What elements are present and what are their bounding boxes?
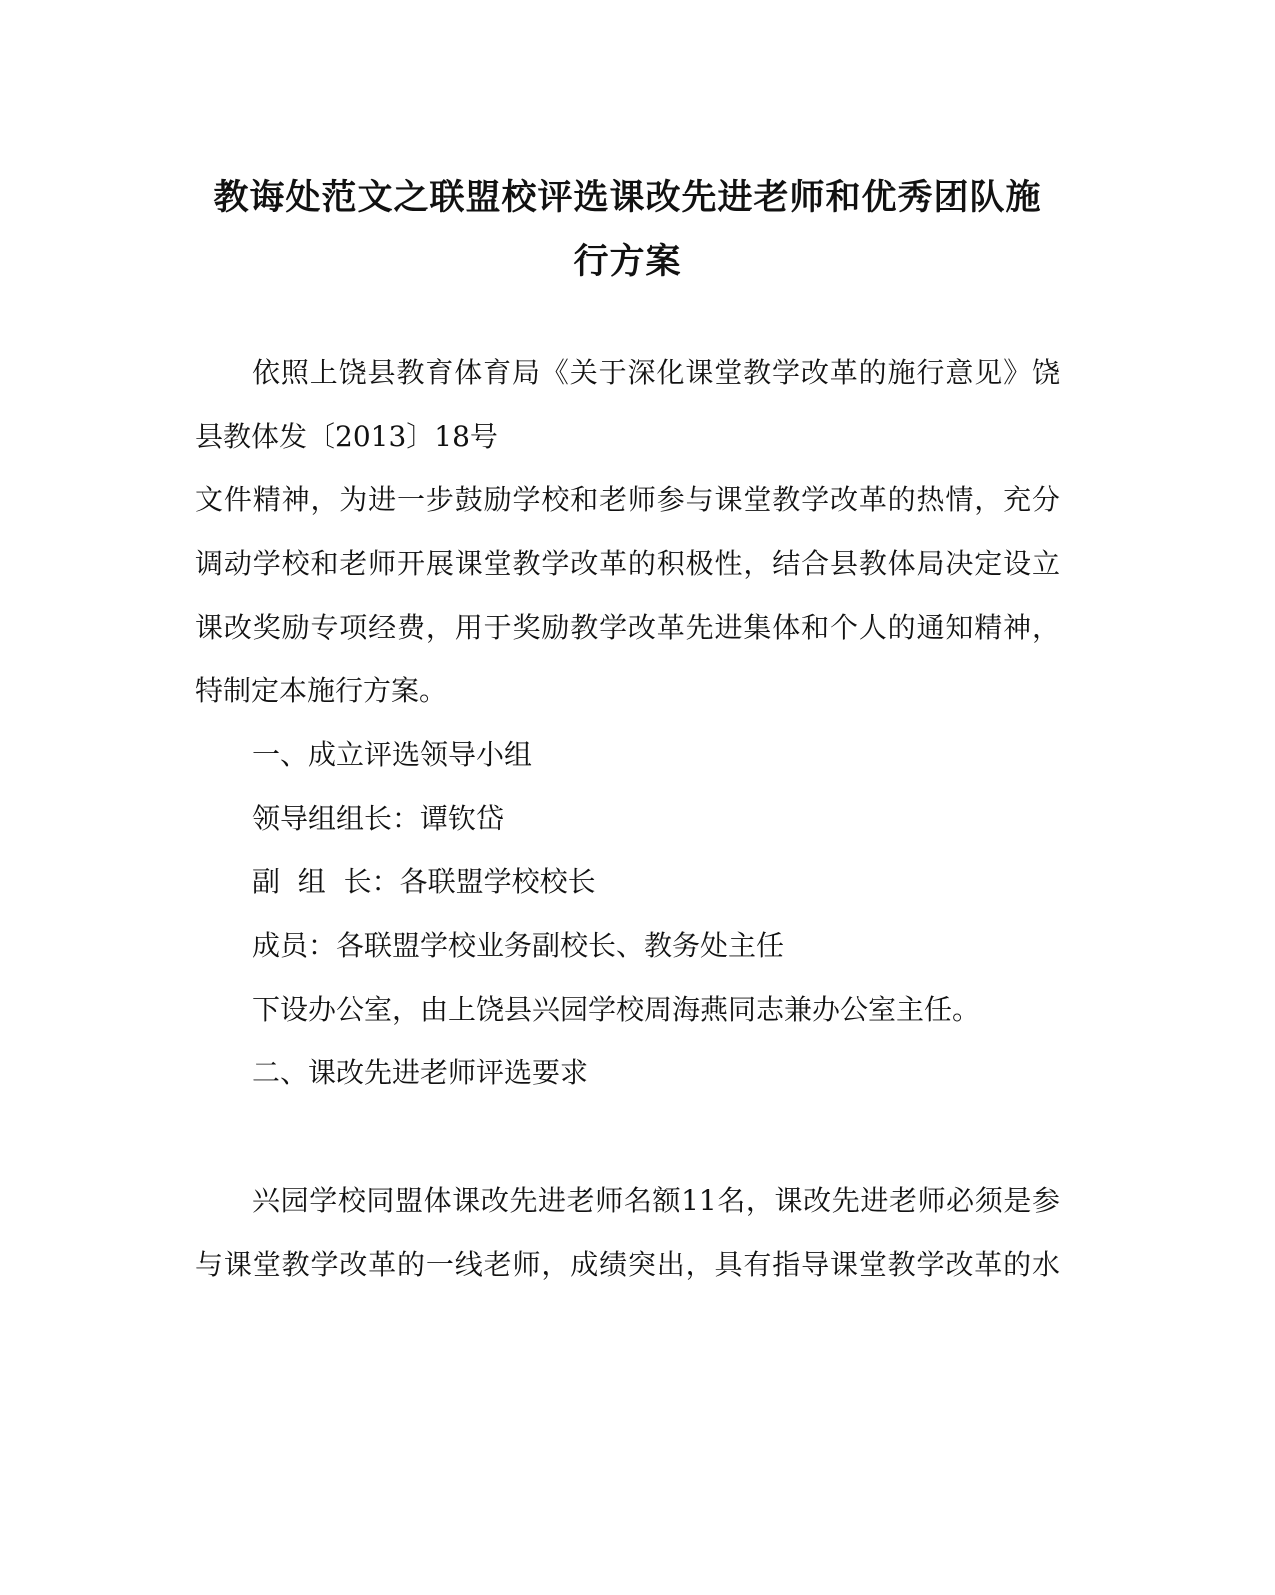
paragraph-2-line-1: 文件精神，为进一步鼓励学校和老师参与课堂教学改革的热情，充分 — [195, 483, 1060, 516]
section-1-office: 下设办公室，由上饶县兴园学校周海燕同志兼办公室主任。 — [252, 993, 981, 1026]
section-1-leader: 领导组组长：谭钦岱 — [252, 802, 505, 835]
section-1-heading: 一、成立评选领导小组 — [252, 738, 533, 771]
section-2-heading: 二、课改先进老师评选要求 — [252, 1056, 589, 1089]
paragraph-2-line-4: 特制定本施行方案。 — [195, 674, 448, 707]
document-title-line-1: 教诲处范文之联盟校评选课改先进老师和优秀团队施 — [213, 178, 1042, 218]
section-2-line-1: 兴园学校同盟体课改先进老师名额11名，课改先进老师必须是参 — [252, 1184, 1060, 1217]
paragraph-2-line-2: 调动学校和老师开展课堂教学改革的积极性，结合县教体局决定设立 — [195, 547, 1060, 580]
paragraph-1-line-2: 县教体发〔2013〕18号 — [195, 420, 498, 453]
paragraph-1-line-1: 依照上饶县教育体育局《关于深化课堂教学改革的施行意见》饶 — [252, 356, 1060, 389]
section-1-members: 成员：各联盟学校业务副校长、教务处主任 — [252, 929, 785, 962]
section-1-deputy: 副 组 长：各联盟学校校长 — [252, 865, 596, 898]
paragraph-2-line-3: 课改奖励专项经费，用于奖励教学改革先进集体和个人的通知精神， — [195, 611, 1060, 644]
section-2-line-2: 与课堂教学改革的一线老师，成绩突出，具有指导课堂教学改革的水 — [195, 1248, 1060, 1281]
document-title-line-2: 行方案 — [573, 242, 682, 282]
